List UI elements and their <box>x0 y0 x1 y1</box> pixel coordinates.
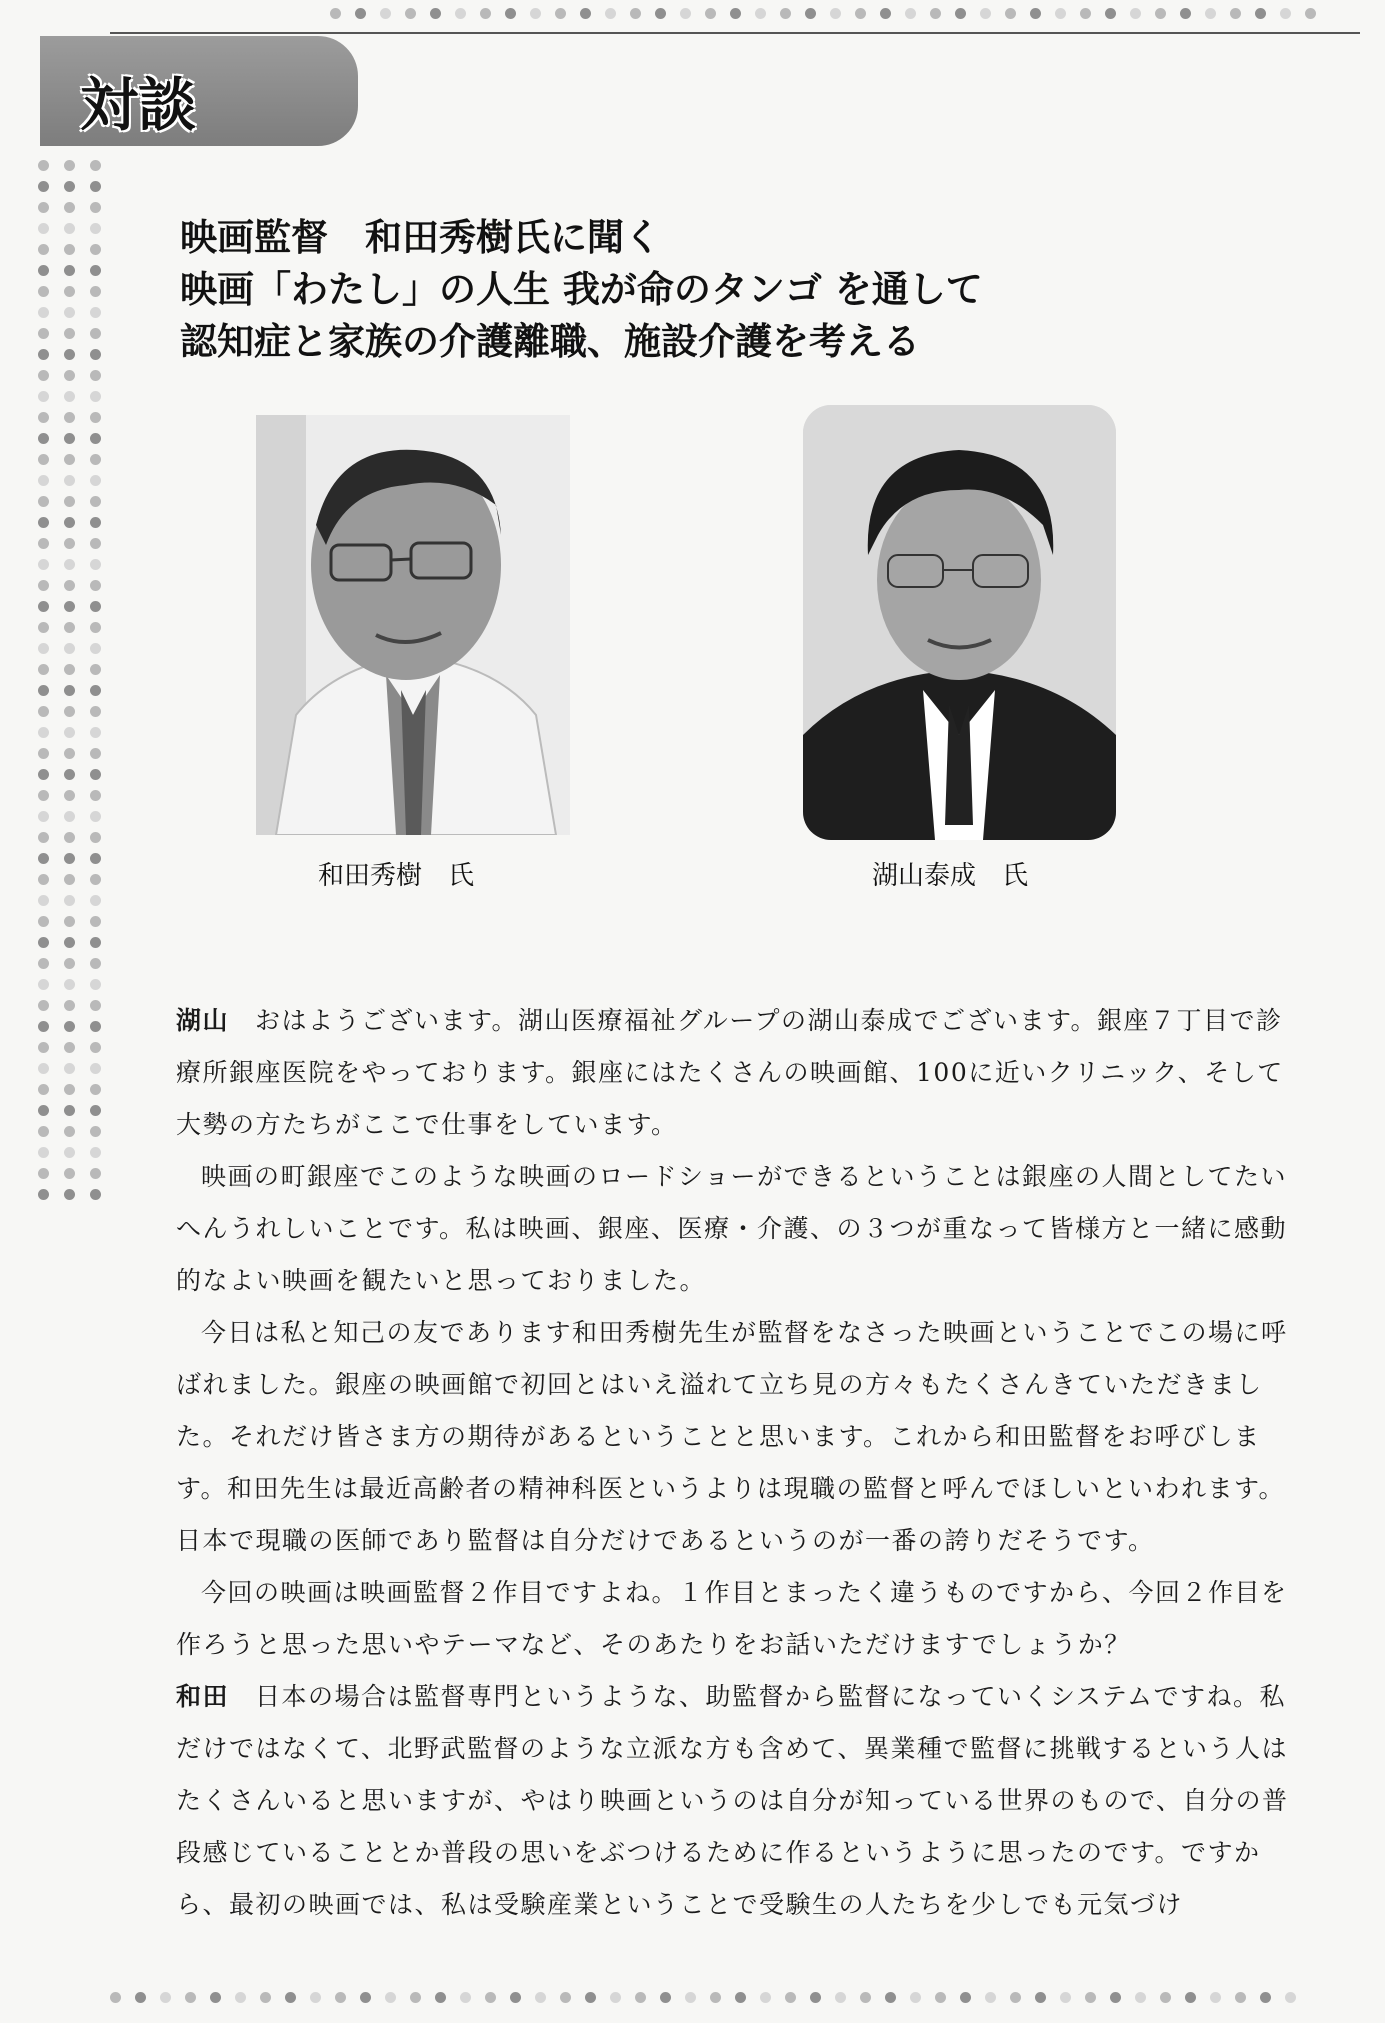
top-dot-border <box>330 8 1316 19</box>
decor-dot <box>38 1126 49 1137</box>
decor-dot <box>38 811 49 822</box>
decor-dot <box>38 349 49 360</box>
decor-dot <box>835 1992 846 2003</box>
decor-dot <box>855 8 866 19</box>
decor-dot <box>64 1063 75 1074</box>
decor-dot <box>38 391 49 402</box>
decor-dot <box>935 1992 946 2003</box>
decor-dot <box>385 1992 396 2003</box>
decor-dot <box>38 664 49 675</box>
decor-dot <box>38 853 49 864</box>
decor-dot <box>90 853 101 864</box>
decor-dot <box>64 391 75 402</box>
decor-dot <box>64 1084 75 1095</box>
decor-dot <box>90 580 101 591</box>
decor-dot <box>930 8 941 19</box>
headline-line: 映画「わたし」の人生 我が命のタンゴ を通して <box>180 268 983 311</box>
decor-dot <box>64 454 75 465</box>
decor-dot <box>64 895 75 906</box>
decor-dot <box>38 643 49 654</box>
decor-dot <box>64 1189 75 1200</box>
decor-dot <box>38 265 49 276</box>
decor-dot <box>185 1992 196 2003</box>
decor-dot <box>160 1992 171 2003</box>
decor-dot <box>64 307 75 318</box>
decor-dot <box>90 1084 101 1095</box>
decor-dot <box>90 286 101 297</box>
decor-dot <box>330 8 341 19</box>
decor-dot <box>580 8 591 19</box>
decor-dot <box>38 769 49 780</box>
decor-dot <box>860 1992 871 2003</box>
decor-dot <box>38 286 49 297</box>
decor-dot <box>38 1021 49 1032</box>
decor-dot <box>560 1992 571 2003</box>
decor-dot <box>710 1992 721 2003</box>
decor-dot <box>90 685 101 696</box>
decor-dot <box>635 1992 646 2003</box>
decor-dot <box>90 454 101 465</box>
portrait-photo-koyama <box>803 405 1116 840</box>
decor-dot <box>90 622 101 633</box>
decor-dot <box>64 1105 75 1116</box>
decor-dot <box>38 433 49 444</box>
decor-dot <box>90 223 101 234</box>
decor-dot <box>38 328 49 339</box>
paragraph-text: 映画の町銀座でこのような映画のロードショーができるということは銀座の人間としてたいへんうれしいことです。私は映画、銀座、医療・介護、の３つが重なって皆様方と一緒に感動的なよい映画を観たいと思っておりました。 <box>176 1162 1288 1295</box>
left-dot-border <box>38 160 118 2000</box>
decor-dot <box>64 496 75 507</box>
decor-dot <box>64 181 75 192</box>
decor-dot <box>64 769 75 780</box>
decor-dot <box>38 832 49 843</box>
headline-line: 映画監督 和田秀樹氏に聞く <box>180 216 661 259</box>
decor-dot <box>64 1168 75 1179</box>
decor-dot <box>90 160 101 171</box>
decor-dot <box>38 1063 49 1074</box>
decor-dot <box>1155 8 1166 19</box>
decor-dot <box>64 1000 75 1011</box>
decor-dot <box>90 1189 101 1200</box>
decor-dot <box>1130 8 1141 19</box>
decor-dot <box>64 265 75 276</box>
decor-dot <box>90 832 101 843</box>
decor-dot <box>64 601 75 612</box>
decor-dot <box>38 181 49 192</box>
paragraph <box>176 1671 1306 1931</box>
decor-dot <box>90 937 101 948</box>
decor-dot <box>360 1992 371 2003</box>
photo-caption-koyama: 湖山泰成 氏 <box>872 861 1029 891</box>
decor-dot <box>90 769 101 780</box>
decor-dot <box>38 412 49 423</box>
decor-dot <box>38 370 49 381</box>
decor-dot <box>830 8 841 19</box>
paragraph-text: 今回の映画は映画監督２作目ですよね。１作目とまったく違うものですから、今回２作目を作ろうと思った思いやテーマなど、そのあたりをお話いただけますでしょうか？ <box>176 1578 1288 1659</box>
decor-dot <box>64 727 75 738</box>
decor-dot <box>90 538 101 549</box>
decor-dot <box>64 433 75 444</box>
decor-dot <box>38 223 49 234</box>
decor-dot <box>90 874 101 885</box>
paragraph <box>176 1567 1306 1671</box>
decor-dot <box>885 1992 896 2003</box>
decor-dot <box>510 1992 521 2003</box>
decor-dot <box>90 811 101 822</box>
decor-dot <box>64 685 75 696</box>
decor-dot <box>410 1992 421 2003</box>
paragraph <box>176 1307 1306 1567</box>
decor-dot <box>1230 8 1241 19</box>
decor-dot <box>38 475 49 486</box>
interview-body <box>176 995 1306 1931</box>
decor-dot <box>38 748 49 759</box>
decor-dot <box>90 202 101 213</box>
decor-dot <box>435 1992 446 2003</box>
decor-dot <box>64 643 75 654</box>
decor-dot <box>610 1992 621 2003</box>
decor-dot <box>90 559 101 570</box>
decor-dot <box>90 265 101 276</box>
decor-dot <box>980 8 991 19</box>
decor-dot <box>38 538 49 549</box>
decor-dot <box>38 559 49 570</box>
decor-dot <box>64 244 75 255</box>
decor-dot <box>38 1147 49 1158</box>
decor-dot <box>780 8 791 19</box>
decor-dot <box>64 622 75 633</box>
speaker-label: 湖山 <box>176 1006 230 1035</box>
decor-dot <box>1210 1992 1221 2003</box>
decor-dot <box>1135 1992 1146 2003</box>
decor-dot <box>1085 1992 1096 2003</box>
decor-dot <box>455 8 466 19</box>
decor-dot <box>630 8 641 19</box>
decor-dot <box>1185 1992 1196 2003</box>
decor-dot <box>1160 1992 1171 2003</box>
decor-dot <box>64 916 75 927</box>
decor-dot <box>90 958 101 969</box>
decor-dot <box>90 433 101 444</box>
decor-dot <box>38 454 49 465</box>
decor-dot <box>38 706 49 717</box>
decor-dot <box>90 1021 101 1032</box>
paragraph <box>176 995 1306 1151</box>
decor-dot <box>90 244 101 255</box>
decor-dot <box>90 895 101 906</box>
decor-dot <box>64 328 75 339</box>
decor-dot <box>38 685 49 696</box>
paragraph-text: 今日は私と知己の友であります和田秀樹先生が監督をなさった映画ということでこの場に呼ばれました。銀座の映画館で初回とはいえ溢れて立ち見の方々もたくさんきていただきました。それだけ皆さま方の期待があるということと思います。これから和田監督をお呼びします。和田先生は最近高齢者の精神科医というよりは現職の監督と呼んでほしいといわれます。日本で現職の医師であり監督は自分だけであるというのが一番の誇りだそうです。 <box>176 1318 1288 1555</box>
decor-dot <box>760 1992 771 2003</box>
decor-dot <box>730 8 741 19</box>
decor-dot <box>38 1042 49 1053</box>
decor-dot <box>805 8 816 19</box>
decor-dot <box>110 1992 121 2003</box>
decor-dot <box>64 874 75 885</box>
decor-dot <box>38 580 49 591</box>
decor-dot <box>64 811 75 822</box>
decor-dot <box>64 475 75 486</box>
decor-dot <box>1285 1992 1296 2003</box>
decor-dot <box>64 349 75 360</box>
decor-dot <box>38 244 49 255</box>
decor-dot <box>64 286 75 297</box>
decor-dot <box>1060 1992 1071 2003</box>
decor-dot <box>355 8 366 19</box>
decor-dot <box>64 706 75 717</box>
decor-dot <box>64 580 75 591</box>
decor-dot <box>685 1992 696 2003</box>
decor-dot <box>38 1189 49 1200</box>
decor-dot <box>38 727 49 738</box>
decor-dot <box>38 622 49 633</box>
decor-dot <box>90 790 101 801</box>
decor-dot <box>64 790 75 801</box>
decor-dot <box>90 496 101 507</box>
decor-dot <box>655 8 666 19</box>
portrait-wada-image <box>256 415 570 835</box>
decor-dot <box>535 1992 546 2003</box>
decor-dot <box>38 202 49 213</box>
decor-dot <box>585 1992 596 2003</box>
headline-line: 認知症と家族の介護離職、施設介護を考える <box>180 320 920 363</box>
decor-dot <box>1010 1992 1021 2003</box>
decor-dot <box>38 307 49 318</box>
decor-dot <box>90 475 101 486</box>
decor-dot <box>38 601 49 612</box>
decor-dot <box>90 517 101 528</box>
decor-dot <box>38 160 49 171</box>
decor-dot <box>1080 8 1091 19</box>
decor-dot <box>38 790 49 801</box>
decor-dot <box>1205 8 1216 19</box>
decor-dot <box>38 916 49 927</box>
decor-dot <box>90 412 101 423</box>
decor-dot <box>90 706 101 717</box>
decor-dot <box>210 1992 221 2003</box>
decor-dot <box>480 8 491 19</box>
decor-dot <box>90 1147 101 1158</box>
decor-dot <box>64 1147 75 1158</box>
decor-dot <box>38 937 49 948</box>
decor-dot <box>64 1126 75 1137</box>
decor-dot <box>135 1992 146 2003</box>
decor-dot <box>1305 8 1316 19</box>
decor-dot <box>1110 1992 1121 2003</box>
decor-dot <box>64 853 75 864</box>
decor-dot <box>1030 8 1041 19</box>
decor-dot <box>960 1992 971 2003</box>
article-headline <box>180 212 983 368</box>
decor-dot <box>38 1105 49 1116</box>
decor-dot <box>64 538 75 549</box>
decor-dot <box>1255 8 1266 19</box>
decor-dot <box>64 412 75 423</box>
decor-dot <box>64 937 75 948</box>
paragraph <box>176 1151 1306 1307</box>
decor-dot <box>90 601 101 612</box>
decor-dot <box>1280 8 1291 19</box>
decor-dot <box>880 8 891 19</box>
decor-dot <box>64 370 75 381</box>
decor-dot <box>1035 1992 1046 2003</box>
decor-dot <box>38 496 49 507</box>
decor-dot <box>90 370 101 381</box>
decor-dot <box>90 391 101 402</box>
paragraph-text: おはようございます。湖山医療福祉グループの湖山泰成でございます。銀座７丁目で診療所銀座医院をやっております。銀座にはたくさんの映画館、100に近いクリニック、そして大勢の方たちがここで仕事をしています。 <box>176 1006 1284 1139</box>
decor-dot <box>90 979 101 990</box>
decor-dot <box>64 1021 75 1032</box>
decor-dot <box>680 8 691 19</box>
decor-dot <box>90 1000 101 1011</box>
decor-dot <box>1005 8 1016 19</box>
decor-dot <box>335 1992 346 2003</box>
decor-dot <box>64 223 75 234</box>
decor-dot <box>505 8 516 19</box>
decor-dot <box>430 8 441 19</box>
decor-dot <box>90 748 101 759</box>
decor-dot <box>64 748 75 759</box>
decor-dot <box>1105 8 1116 19</box>
speaker-label: 和田 <box>176 1682 230 1711</box>
section-tab <box>40 36 358 146</box>
decor-dot <box>90 349 101 360</box>
decor-dot <box>38 1000 49 1011</box>
decor-dot <box>1235 1992 1246 2003</box>
decor-dot <box>64 517 75 528</box>
section-tab-label: 対談 <box>80 71 197 139</box>
decor-dot <box>755 8 766 19</box>
decor-dot <box>64 1042 75 1053</box>
decor-dot <box>90 1042 101 1053</box>
decor-dot <box>64 559 75 570</box>
decor-dot <box>38 1084 49 1095</box>
decor-dot <box>90 307 101 318</box>
decor-dot <box>90 1126 101 1137</box>
decor-dot <box>90 664 101 675</box>
decor-dot <box>90 1063 101 1074</box>
portrait-koyama-image <box>803 405 1116 840</box>
decor-dot <box>460 1992 471 2003</box>
decor-dot <box>90 328 101 339</box>
decor-dot <box>905 8 916 19</box>
decor-dot <box>405 8 416 19</box>
top-rule <box>110 32 1360 34</box>
decor-dot <box>260 1992 271 2003</box>
decor-dot <box>38 958 49 969</box>
decor-dot <box>810 1992 821 2003</box>
decor-dot <box>1055 8 1066 19</box>
paragraph-text: 日本の場合は監督専門というような、助監督から監督になっていくシステムですね。私だけではなくて、北野武監督のような立派な方も含めて、異業種で監督に挑戦するという人はたくさんいると思いますが、やはり映画というのは自分が知っている世界のもので、自分の普段感じていることとか普段の思いをぶつけるために作るというように思ったのです。ですから、最初の映画では、私は受験産業ということで受験生の人たちを少しでも元気づけ <box>176 1682 1289 1919</box>
bottom-dot-border <box>110 1992 1296 2003</box>
decor-dot <box>38 874 49 885</box>
decor-dot <box>555 8 566 19</box>
decor-dot <box>380 8 391 19</box>
decor-dot <box>235 1992 246 2003</box>
decor-dot <box>785 1992 796 2003</box>
decor-dot <box>1260 1992 1271 2003</box>
decor-dot <box>910 1992 921 2003</box>
decor-dot <box>1180 8 1191 19</box>
decor-dot <box>705 8 716 19</box>
decor-dot <box>605 8 616 19</box>
decor-dot <box>485 1992 496 2003</box>
decor-dot <box>38 979 49 990</box>
decor-dot <box>985 1992 996 2003</box>
decor-dot <box>90 1168 101 1179</box>
decor-dot <box>285 1992 296 2003</box>
decor-dot <box>38 895 49 906</box>
decor-dot <box>64 160 75 171</box>
decor-dot <box>955 8 966 19</box>
decor-dot <box>735 1992 746 2003</box>
decor-dot <box>64 979 75 990</box>
decor-dot <box>90 1105 101 1116</box>
decor-dot <box>64 664 75 675</box>
decor-dot <box>90 181 101 192</box>
decor-dot <box>660 1992 671 2003</box>
portrait-photo-wada <box>256 415 570 835</box>
decor-dot <box>530 8 541 19</box>
decor-dot <box>64 958 75 969</box>
decor-dot <box>38 1168 49 1179</box>
decor-dot <box>90 916 101 927</box>
decor-dot <box>64 202 75 213</box>
decor-dot <box>310 1992 321 2003</box>
decor-dot <box>64 832 75 843</box>
decor-dot <box>90 643 101 654</box>
decor-dot <box>90 727 101 738</box>
decor-dot <box>38 517 49 528</box>
photo-caption-wada: 和田秀樹 氏 <box>318 861 475 891</box>
